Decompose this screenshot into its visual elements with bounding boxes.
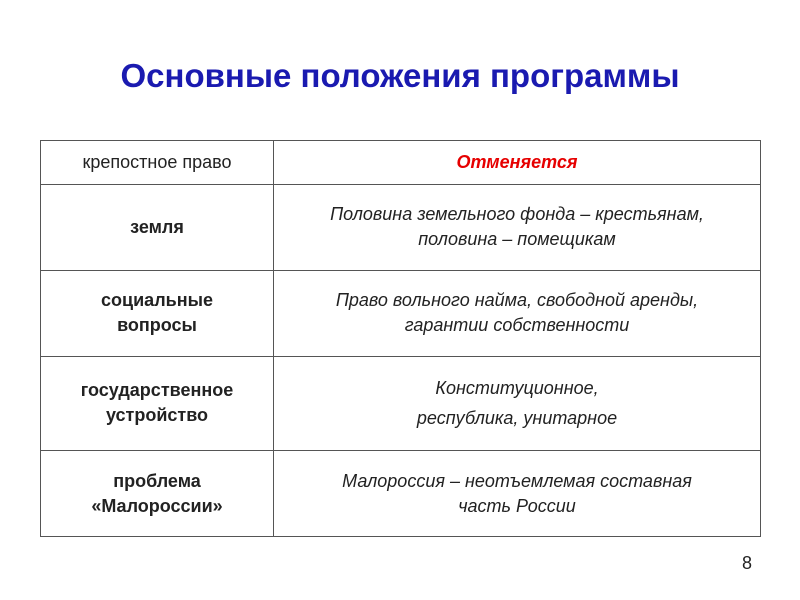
value-text: гарантии собственности: [404, 315, 630, 336]
value-text: половина – помещикам: [418, 229, 616, 250]
row-label-social: [41, 270, 274, 356]
label-text: крепостное право: [82, 151, 232, 172]
row-value-land: [274, 184, 761, 270]
program-table: [40, 140, 761, 537]
slide-title: Основные положения программы: [120, 57, 680, 94]
table-row: [41, 141, 761, 185]
row-value-serfdom: [274, 141, 761, 185]
label-text: «Малороссии»: [91, 495, 223, 516]
row-value-social: [274, 270, 761, 356]
value-text-abolished: Отменяется: [456, 151, 578, 172]
value-text: Половина земельного фонда – крестьянам,: [330, 204, 704, 225]
label-text: проблема: [113, 470, 201, 491]
value-text: Конституционное,: [435, 377, 599, 398]
table-row: [41, 451, 761, 537]
table-row: [41, 270, 761, 356]
label-text: устройство: [105, 405, 209, 426]
row-label-little-russia: [41, 451, 274, 537]
value-text: республика, унитарное: [416, 407, 618, 428]
row-value-little-russia: [274, 451, 761, 537]
value-text: Малороссия – неотъемлемая составная: [342, 470, 692, 491]
page-number: 8: [741, 553, 752, 573]
value-text: часть России: [458, 495, 576, 516]
row-value-state: [274, 356, 761, 450]
row-label-land: [41, 184, 274, 270]
table-row: [41, 184, 761, 270]
value-text: Право вольного найма, свободной аренды,: [335, 290, 699, 311]
label-text: земля: [130, 216, 184, 237]
row-label-state: [41, 356, 274, 450]
label-text: социальные: [101, 290, 213, 311]
row-label-serfdom: [41, 141, 274, 185]
label-text: вопросы: [117, 315, 197, 336]
table-row: [41, 356, 761, 450]
label-text: государственное: [80, 380, 234, 401]
